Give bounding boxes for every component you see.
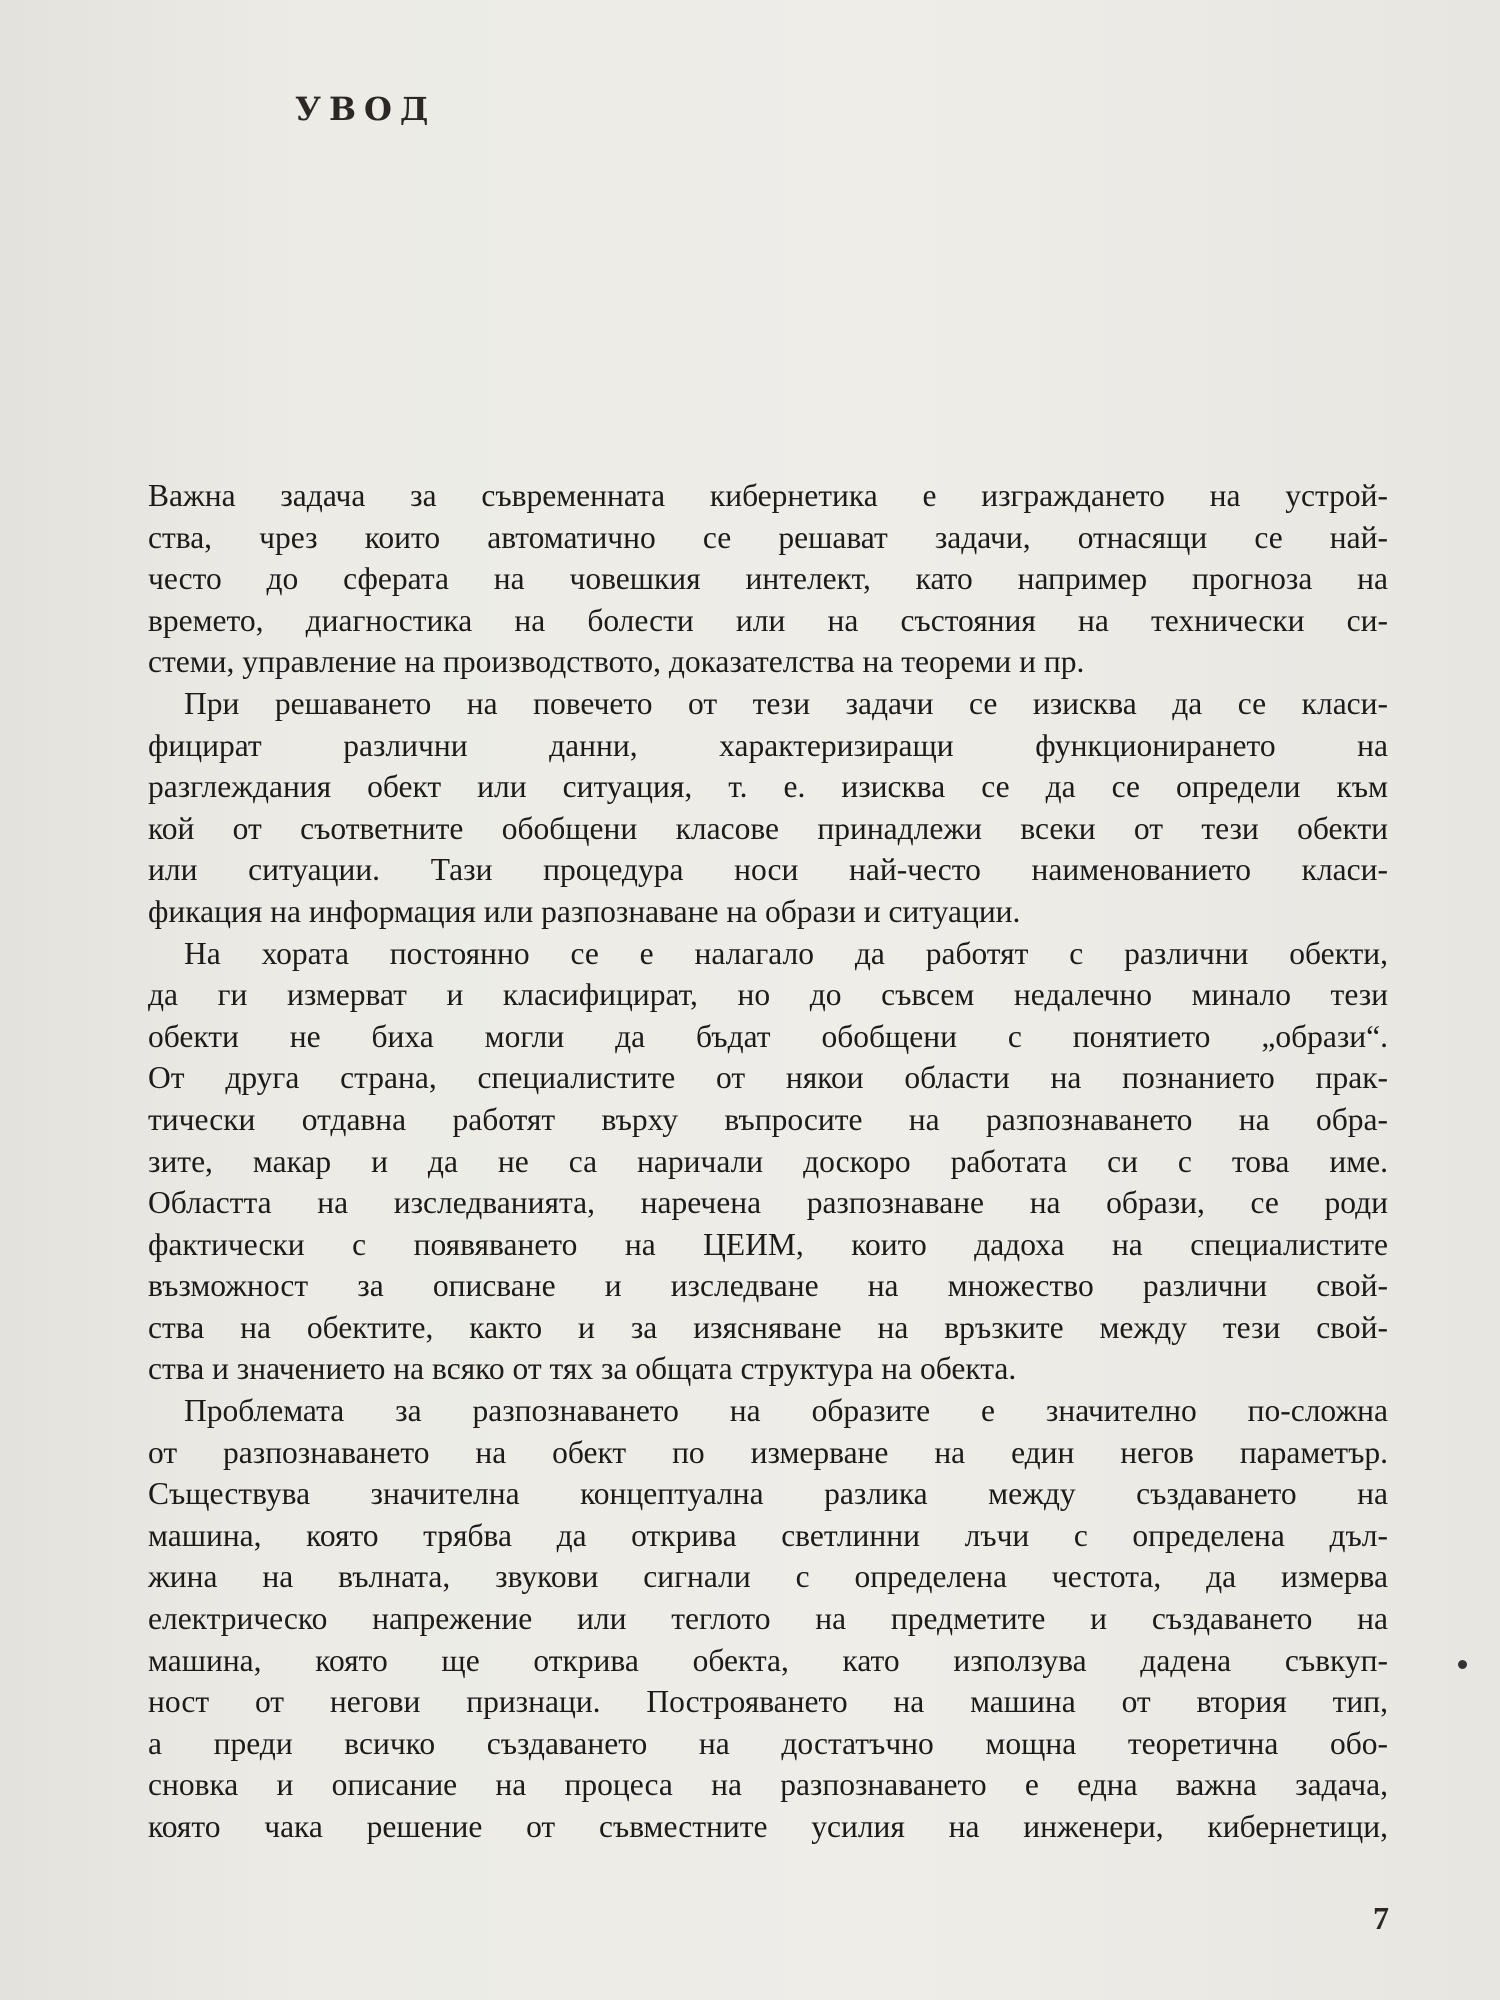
text-line: възможност за описване и изследване на множество различни свой- <box>148 1268 1388 1304</box>
text-line: кой от съответните обобщени класове принадлежи всеки от тези обекти <box>148 810 1388 846</box>
text-line: често до сферата на човешкия интелект, като например прогноза на <box>148 561 1388 597</box>
text-line: На хората постоянно се е налагало да работят с различни обекти, <box>184 935 1388 971</box>
text-line: От друга страна, специалистите от някои области на познанието прак- <box>148 1060 1388 1096</box>
text-line: фикация на информация или разпознаване на образи и ситуации. <box>148 893 1021 929</box>
text-line: Съществува значителна концептуална разлика между създаването на <box>148 1476 1388 1512</box>
text-line: Проблемата за разпознаването на образите е значително по-сложна <box>184 1393 1388 1429</box>
text-line: При решаването на повечето от тези задачи се изисква да се класи- <box>184 685 1388 721</box>
text-line: времето, диагностика на болести или на състояния на технически си- <box>148 602 1388 638</box>
text-line: ност от негови признаци. Построяването на машина от втория тип, <box>148 1684 1388 1720</box>
text-line: стеми, управление на производството, доказателства на теореми и пр. <box>148 644 1085 680</box>
text-line: да ги измерват и класифицират, но до съвсем недалечно минало тези <box>148 977 1388 1013</box>
text-line: машина, която трябва да открива светлинни лъчи с определена дъл- <box>148 1517 1388 1553</box>
body-text <box>148 475 1388 1848</box>
text-line: Областта на изследванията, наречена разпознаване на образи, се роди <box>148 1185 1388 1221</box>
text-line: или ситуации. Тази процедура носи най-често наименованието класи- <box>148 852 1388 888</box>
text-line: ства, чрез които автоматично се решават задачи, отнасящи се най- <box>148 519 1388 555</box>
text-line: тически отдавна работят върху въпросите на разпознаването на обра- <box>148 1101 1388 1137</box>
page-number: 7 <box>1373 1900 1389 1936</box>
text-line: ства и значението на всяко от тях за общата структура на обекта. <box>148 1351 1017 1387</box>
text-line: от разпознаването на обект по измерване на един негов параметър. <box>148 1434 1388 1470</box>
text-line: която чака решение от съвместните усилия на инженери, кибернетици, <box>148 1809 1388 1844</box>
text-line: машина, която ще открива обекта, като използува дадена съвкуп- <box>148 1642 1388 1678</box>
text-line: а преди всичко създаването на достатъчно мощна теоретична обо- <box>148 1725 1388 1761</box>
text-line: жина на вълната, звукови сигнали с определена честота, да измерва <box>148 1559 1388 1595</box>
text-line: сновка и описание на процеса на разпознаването е една важна задача, <box>148 1767 1388 1803</box>
chapter-title: УВОД <box>295 90 437 128</box>
text-line: фактически с появяването на ЦЕИМ, които дадоха на специалистите <box>148 1226 1388 1262</box>
text-line: фицират различни данни, характеризиращи функционирането на <box>148 727 1388 763</box>
text-line: ства на обектите, както и за изясняване на връзките между тези свой- <box>148 1309 1388 1345</box>
ink-dot <box>1458 1660 1467 1669</box>
text-line: зите, макар и да не са наричали доскоро работата си с това име. <box>148 1143 1388 1179</box>
text-line: обекти не биха могли да бъдат обобщени с понятието „образи“. <box>148 1018 1388 1054</box>
text-line: електрическо напрежение или теглото на предметите и създаването на <box>148 1601 1388 1637</box>
text-line: Важна задача за съвременната кибернетика е изграждането на устрой- <box>148 478 1388 513</box>
text-line: разглеждания обект или ситуация, т. е. изисква се да се определи към <box>148 769 1388 805</box>
